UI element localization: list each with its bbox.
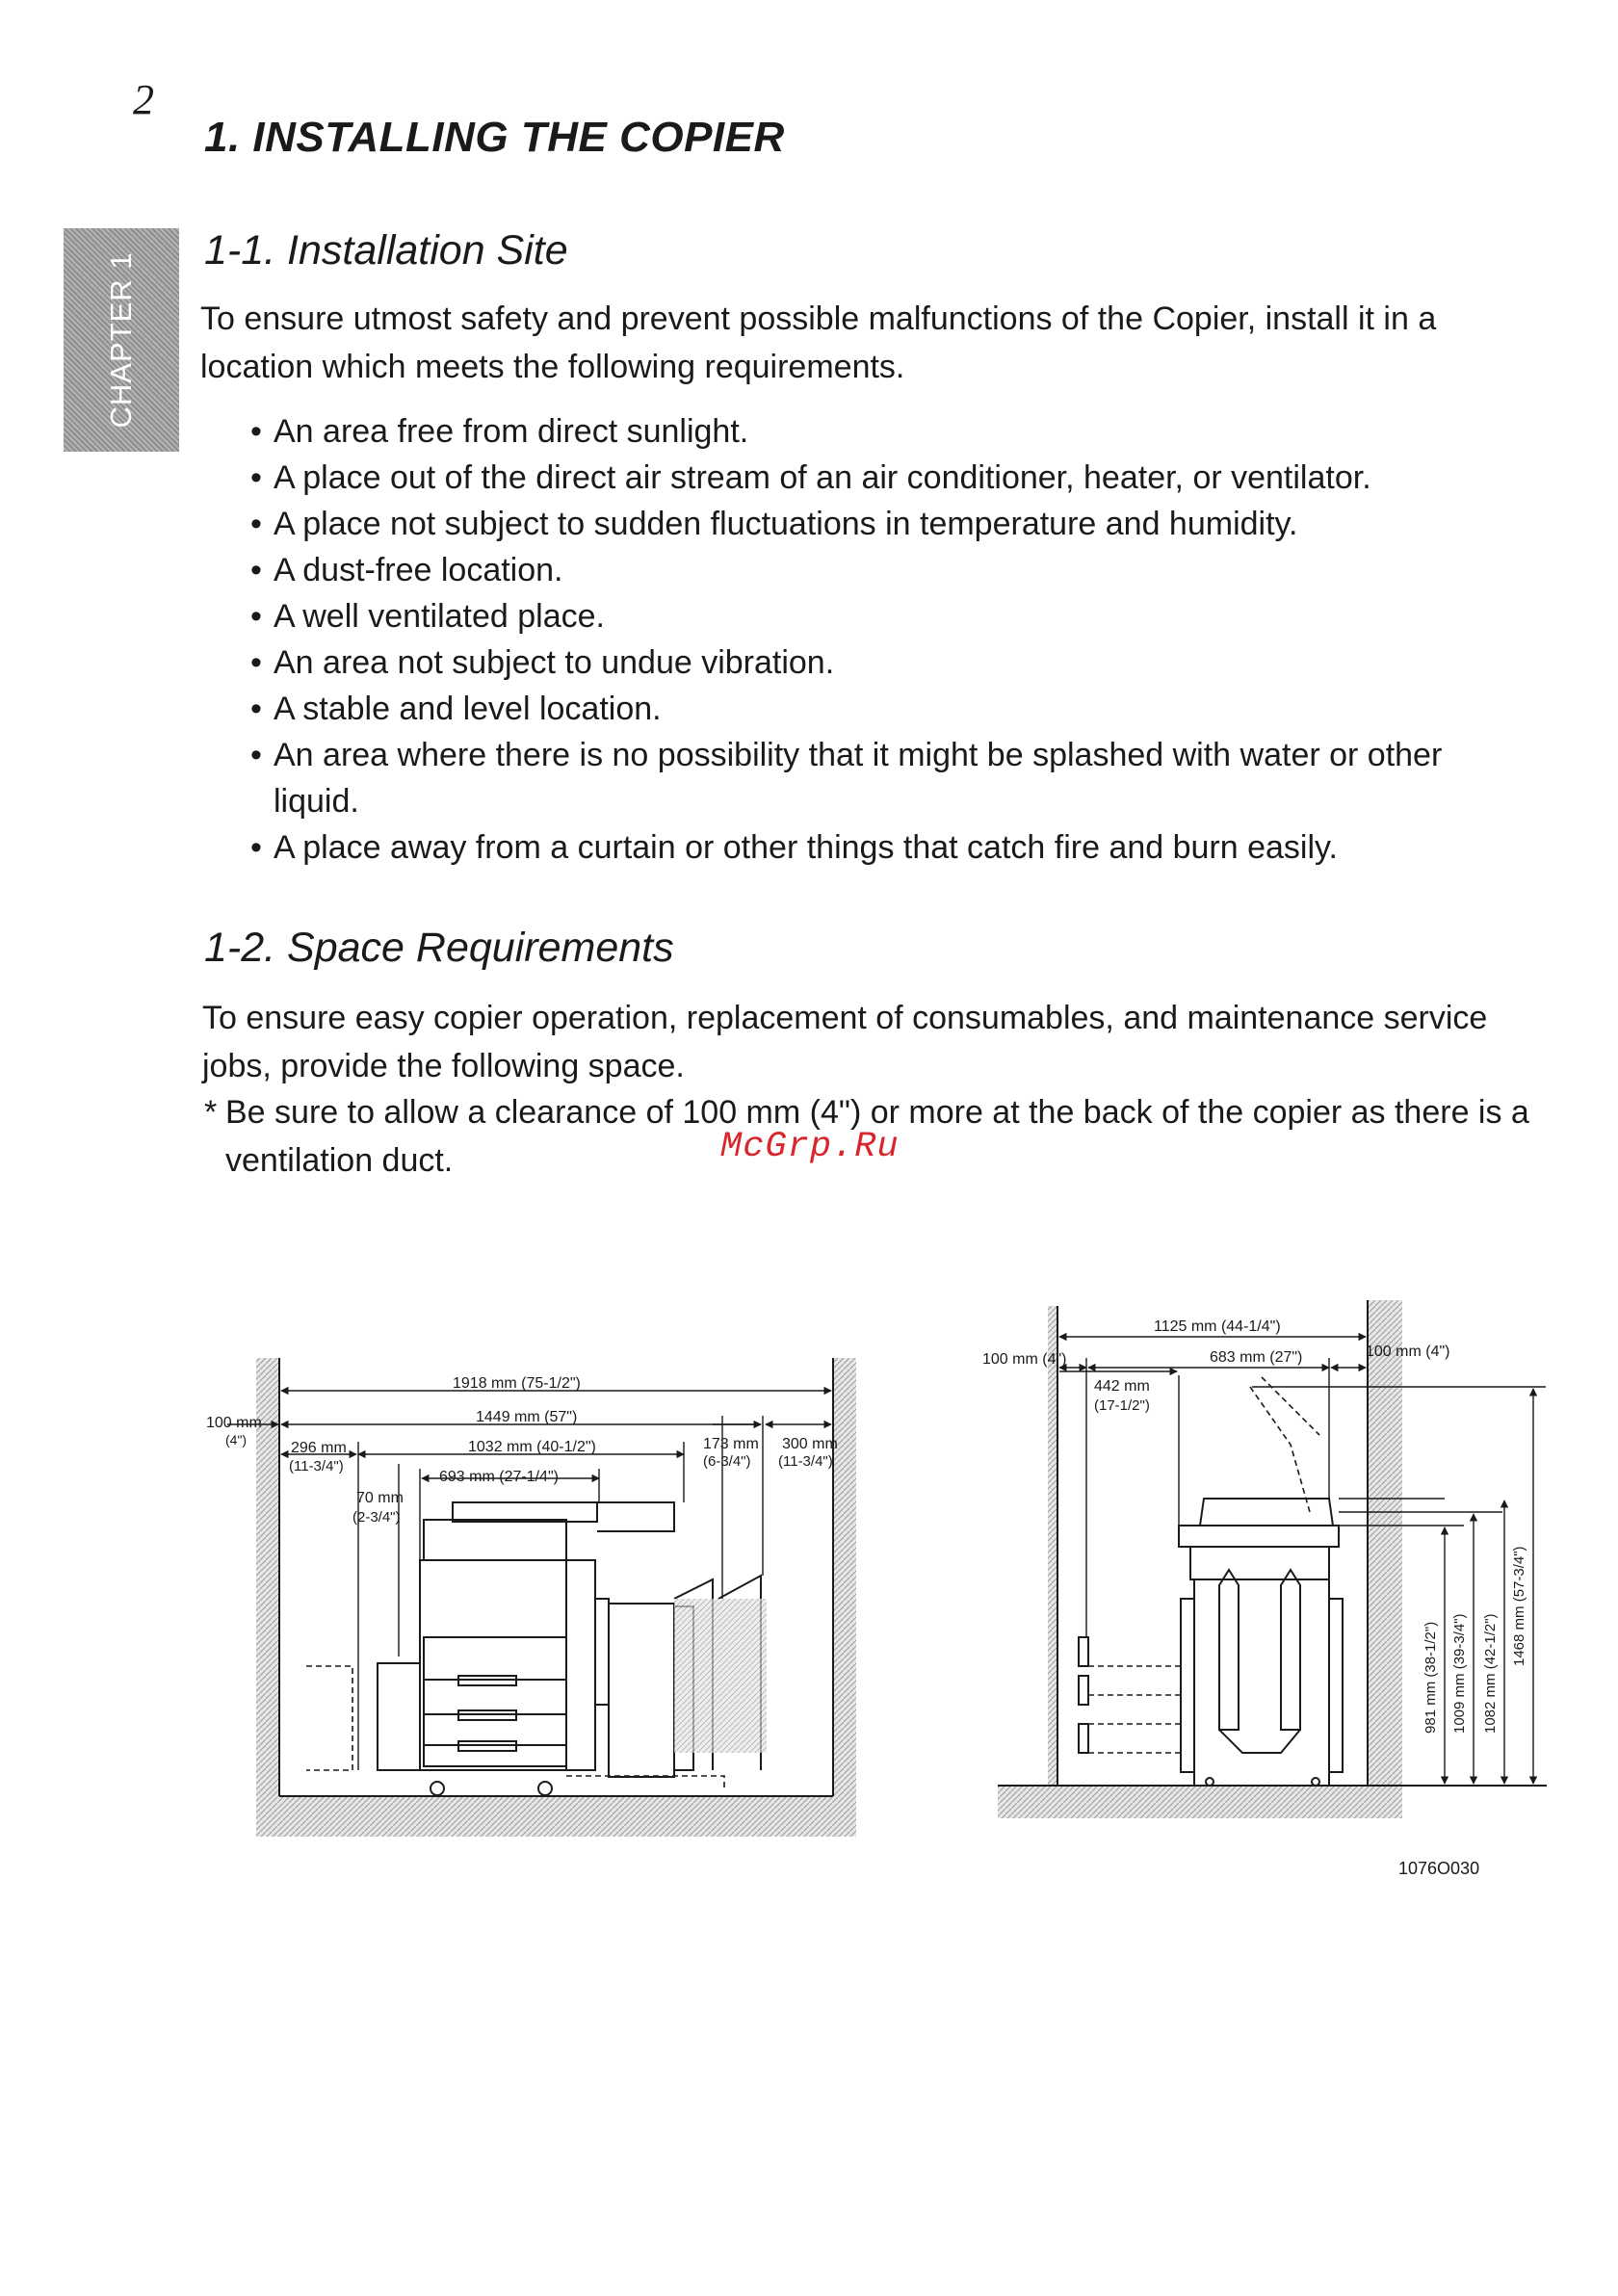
side-view-drawing <box>982 1300 1547 1818</box>
chapter-title: 1. INSTALLING THE COPIER <box>204 114 785 161</box>
side-rear-offset-label: 442 mm <box>1094 1378 1150 1395</box>
front-finisher-gap-in-label: (6-3/4") <box>703 1453 751 1470</box>
side-rear-offset-in-label: (17-1/2") <box>1094 1397 1150 1414</box>
side-front-clearance-label: 100 mm (4") <box>1366 1344 1450 1360</box>
side-body-depth-label: 683 mm (27") <box>1210 1349 1303 1366</box>
section-heading-space-requirements: 1-2. Space Requirements <box>204 925 674 971</box>
watermark: McGrp.Ru <box>720 1127 900 1167</box>
front-left-clearance-label: 100 mm <box>206 1415 262 1431</box>
list-item: • A well ventilated place. <box>250 593 1522 639</box>
side-total-depth-label: 1125 mm (44-1/4") <box>1154 1318 1281 1335</box>
front-view-drawing <box>206 1358 856 1837</box>
list-item: • A dust-free location. <box>250 547 1522 593</box>
front-body-width-label: 1032 mm (40-1/2") <box>468 1439 596 1455</box>
front-adf-width-label: 693 mm (27-1/4") <box>439 1469 559 1485</box>
side-height-1009-label: 1009 mm (39-3/4") <box>1451 1613 1468 1734</box>
list-item: • An area not subject to undue vibration. <box>250 639 1522 686</box>
clearance-note-text: Be sure to allow a clearance of 100 mm (4") or more at the back of the copier as there is a ventilation duct. <box>225 1094 1529 1179</box>
side-height-981-label: 981 mm (38-1/2") <box>1422 1621 1439 1734</box>
front-right-clearance-in-label: (11-3/4") <box>778 1453 833 1470</box>
chapter-tab-label: CHAPTER 1 <box>104 251 138 429</box>
list-item: • A stable and level location. <box>250 686 1522 732</box>
list-item: • An area where there is no possibility that it might be splashed with water or other liquid. <box>250 732 1522 824</box>
list-item: • A place away from a curtain or other things that catch fire and burn easily. <box>250 824 1522 871</box>
section-intro-installation: To ensure utmost safety and prevent possible malfunctions of the Copier, install it in a location which meets the following requirements. <box>200 300 1437 385</box>
front-total-width-label: 1918 mm (75-1/2") <box>453 1375 581 1392</box>
front-right-clearance-label: 300 mm <box>782 1436 838 1452</box>
front-left-clearance-in-label: (4") <box>225 1432 248 1448</box>
list-item: • A place out of the direct air stream of an air conditioner, heater, or ventilator. <box>250 455 1522 501</box>
front-tray-gap-label: 70 mm <box>356 1490 404 1506</box>
front-finisher-gap-label: 173 mm <box>703 1436 759 1452</box>
side-rear-clearance-label: 100 mm (4") <box>982 1351 1067 1368</box>
section-heading-installation-site: 1-1. Installation Site <box>204 227 568 274</box>
front-tray-gap-in-label: (2-3/4") <box>352 1509 401 1526</box>
page-number: 2 <box>133 76 154 123</box>
front-main-span-label: 1449 mm (57") <box>476 1409 578 1425</box>
list-item: • A place not subject to sudden fluctuations in temperature and humidity. <box>250 501 1522 547</box>
list-item: • An area free from direct sunlight. <box>250 408 1522 455</box>
figure-id: 1076O030 <box>1398 1859 1480 1878</box>
section-intro-space: To ensure easy copier operation, replacement of consumables, and maintenance service jobs, provide the following space. <box>202 1000 1488 1084</box>
note-asterisk: * <box>204 1094 218 1131</box>
front-left-unit-in-label: (11-3/4") <box>289 1458 344 1474</box>
side-height-1468-label: 1468 mm (57-3/4") <box>1511 1546 1527 1666</box>
side-height-1082-label: 1082 mm (42-1/2") <box>1482 1613 1499 1734</box>
front-left-unit-label: 296 mm <box>291 1440 347 1456</box>
